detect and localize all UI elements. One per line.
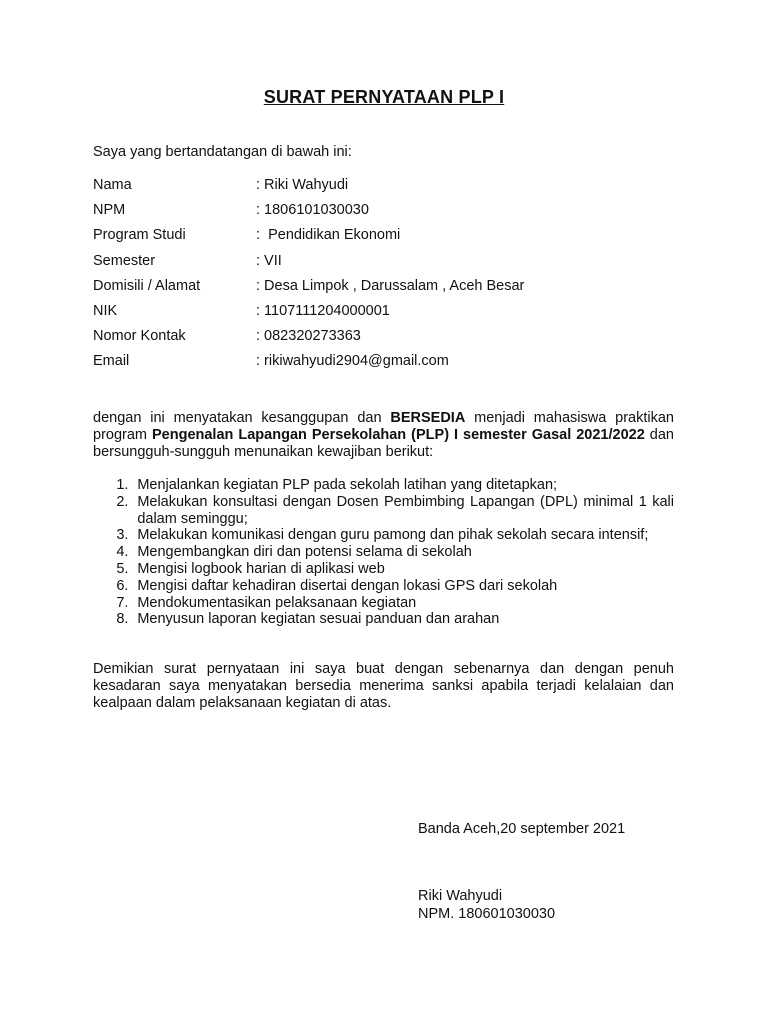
statement-text: dan bersungguh-sungguh menunaikan kewajiban berikut: <box>93 427 679 461</box>
field-label: Nama <box>93 177 132 193</box>
field-label: Semester <box>93 252 156 269</box>
obligations-list <box>93 477 674 628</box>
document-title: SURAT PERNYATAAN PLP I <box>263 87 505 107</box>
field-label: NIK <box>93 302 118 319</box>
list-text: Menyusun laporan kegiatan sesuai panduan dan arahan <box>137 611 500 628</box>
field-label: Domisili / Alamat <box>93 277 201 294</box>
field-value: : Desa Limpok , Darussalam , Aceh Besar <box>256 277 525 294</box>
field-value: : 1107111204000001 <box>256 302 390 319</box>
field-email <box>93 353 524 378</box>
field-value: : VII <box>256 252 282 269</box>
list-item <box>93 561 674 578</box>
field-domisili <box>93 278 524 303</box>
statement-bold-program: Pengenalan Lapangan Persekolahan (PLP) I semester Gasal 2021/2022 <box>152 427 645 444</box>
list-number: 8. <box>116 611 129 628</box>
field-value: : 1806101030030 <box>256 202 369 219</box>
field-label: Email <box>93 353 130 370</box>
list-number: 5. <box>116 560 129 577</box>
list-item <box>93 477 674 494</box>
field-nomor-kontak <box>93 328 524 353</box>
list-text: Mendokumentasikan pelaksanaan kegiatan <box>137 594 417 611</box>
list-number: 3. <box>116 527 129 544</box>
field-label: Program Studi <box>93 227 186 244</box>
field-value: : Riki Wahyudi <box>256 177 349 193</box>
field-semester <box>93 253 524 278</box>
list-number: 1. <box>116 477 129 493</box>
list-text: Melakukan komunikasi dengan guru pamong dan pihak sekolah secara intensif; <box>137 527 649 544</box>
closing-paragraph: Demikian surat pernyataan ini saya buat dengan sebenarnya dan dengan penuh kesadaran saya menyatakan bersedia menerima sanksi apabila terjadi kelalaian dan kealpaan dalam pelaksanaan kegiatan di atas. <box>93 661 674 712</box>
field-npm <box>93 202 524 227</box>
list-text: Mengembangkan diri dan potensi selama di sekolah <box>137 544 472 561</box>
list-number: 4. <box>116 544 129 561</box>
field-value: : rikiwahyudi2904@gmail.com <box>256 353 449 370</box>
field-value: : Pendidikan Ekonomi <box>256 227 401 244</box>
field-label: Nomor Kontak <box>93 328 186 345</box>
list-number: 7. <box>116 594 129 611</box>
list-text: Melakukan konsultasi dengan Dosen Pembimbing Lapangan (DPL) minimal 1 kali dalam seminggu; <box>137 493 674 527</box>
list-text: Mengisi daftar kehadiran disertai dengan lokasi GPS dari sekolah <box>137 577 558 594</box>
list-item <box>93 527 674 544</box>
list-item <box>93 544 674 561</box>
field-label: NPM <box>93 202 126 219</box>
field-nama <box>93 177 524 202</box>
list-item <box>93 494 674 528</box>
signature-place-date: Banda Aceh,20 september 2021 <box>418 821 626 837</box>
field-program-studi <box>93 227 524 252</box>
intro-text: Saya yang bertandatangan di bawah ini: <box>93 144 352 160</box>
identity-fields <box>93 177 524 379</box>
list-text: Menjalankan kegiatan PLP pada sekolah latihan yang ditetapkan; <box>137 477 558 493</box>
list-item <box>93 595 674 612</box>
signature-name: Riki Wahyudi <box>418 888 503 904</box>
signature-npm: NPM. 180601030030 <box>418 906 556 922</box>
list-item <box>93 578 674 595</box>
field-nik <box>93 303 524 328</box>
statement-paragraph <box>93 410 679 462</box>
statement-text: menjadi mahasiswa praktikan program <box>93 410 679 444</box>
field-value: : 082320273363 <box>256 328 361 345</box>
list-item <box>93 611 674 628</box>
list-number: 2. <box>116 493 129 510</box>
list-text: Mengisi logbook harian di aplikasi web <box>137 560 385 577</box>
statement-bold-bersedia: BERSEDIA <box>390 410 466 426</box>
statement-text: dengan ini menyatakan kesanggupan dan <box>93 410 391 426</box>
list-number: 6. <box>116 577 129 594</box>
